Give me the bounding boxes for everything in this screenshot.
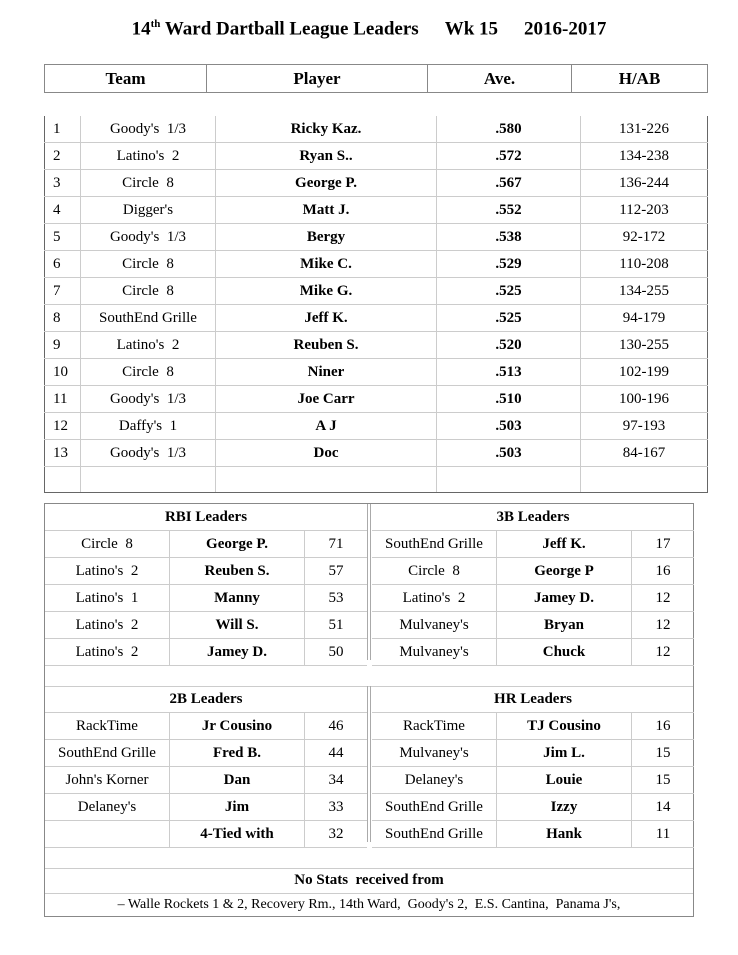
doubles-row bbox=[45, 713, 367, 740]
leader-row bbox=[45, 332, 708, 359]
rbi-n-cell: 53 bbox=[305, 585, 368, 612]
homers-team-cell: SouthEnd Grille bbox=[372, 794, 497, 821]
leader-row bbox=[45, 440, 708, 467]
team-cell: Circle 8 bbox=[81, 251, 216, 278]
triples-team-cell: Mulvaney's bbox=[372, 639, 497, 666]
triples-row bbox=[372, 585, 694, 612]
hab-cell: 134-255 bbox=[581, 278, 708, 305]
team-cell: Circle 8 bbox=[81, 278, 216, 305]
triples-team-cell: Circle 8 bbox=[372, 558, 497, 585]
average-cell: .525 bbox=[437, 278, 581, 305]
leader-row bbox=[45, 143, 708, 170]
average-cell: .525 bbox=[437, 305, 581, 332]
rbi-row bbox=[45, 531, 367, 558]
homers-title: HR Leaders bbox=[372, 686, 694, 713]
hab-cell: 102-199 bbox=[581, 359, 708, 386]
leader-row bbox=[45, 116, 708, 143]
page-title bbox=[0, 18, 738, 40]
hab-cell: 130-255 bbox=[581, 332, 708, 359]
hab-cell bbox=[581, 467, 708, 493]
triples-n-cell: 12 bbox=[632, 612, 695, 639]
leader-row bbox=[45, 413, 708, 440]
doubles-title: 2B Leaders bbox=[45, 686, 367, 713]
section-divider bbox=[45, 893, 693, 894]
team-cell: Daffy's 1 bbox=[81, 413, 216, 440]
homers-leaders-table bbox=[372, 686, 694, 848]
triples-team-cell: Mulvaney's bbox=[372, 612, 497, 639]
team-cell: Goody's 1/3 bbox=[81, 386, 216, 413]
average-cell: .510 bbox=[437, 386, 581, 413]
homers-team-cell: Delaney's bbox=[372, 767, 497, 794]
col-player-header: Player bbox=[207, 65, 428, 93]
hab-cell: 100-196 bbox=[581, 386, 708, 413]
player-cell: Bergy bbox=[216, 224, 437, 251]
doubles-row bbox=[45, 767, 367, 794]
rank-cell: 5 bbox=[45, 224, 81, 251]
triples-n-cell: 12 bbox=[632, 639, 695, 666]
average-cell: .580 bbox=[437, 116, 581, 143]
doubles-n-cell: 32 bbox=[305, 821, 368, 848]
homers-team-cell: Mulvaney's bbox=[372, 740, 497, 767]
rbi-player-cell: Manny bbox=[170, 585, 305, 612]
rbi-team-cell: Latino's 2 bbox=[45, 639, 170, 666]
homers-n-cell: 14 bbox=[632, 794, 695, 821]
doubles-n-cell: 33 bbox=[305, 794, 368, 821]
triples-row bbox=[372, 639, 694, 666]
homers-n-cell: 11 bbox=[632, 821, 695, 848]
empty-row bbox=[45, 467, 708, 493]
homers-row bbox=[372, 740, 694, 767]
rbi-team-cell: Latino's 1 bbox=[45, 585, 170, 612]
rank-cell: 7 bbox=[45, 278, 81, 305]
homers-n-cell: 15 bbox=[632, 767, 695, 794]
triples-n-cell: 17 bbox=[632, 531, 695, 558]
homers-player-cell: Louie bbox=[497, 767, 632, 794]
rank-cell: 10 bbox=[45, 359, 81, 386]
hab-cell: 112-203 bbox=[581, 197, 708, 224]
triples-n-cell: 16 bbox=[632, 558, 695, 585]
rbi-player-cell: Reuben S. bbox=[170, 558, 305, 585]
homers-player-cell: Hank bbox=[497, 821, 632, 848]
rank-cell: 4 bbox=[45, 197, 81, 224]
rank-cell: 3 bbox=[45, 170, 81, 197]
col-hab-header: H/AB bbox=[572, 65, 708, 93]
hab-cell: 97-193 bbox=[581, 413, 708, 440]
column-divider bbox=[367, 686, 371, 842]
rank-cell: 13 bbox=[45, 440, 81, 467]
rbi-team-cell: Circle 8 bbox=[45, 531, 170, 558]
doubles-team-cell: RackTime bbox=[45, 713, 170, 740]
rbi-player-cell: George P. bbox=[170, 531, 305, 558]
homers-player-cell: Izzy bbox=[497, 794, 632, 821]
homers-n-cell: 16 bbox=[632, 713, 695, 740]
col-team-header: Team bbox=[105, 68, 146, 88]
doubles-row bbox=[45, 821, 367, 848]
player-cell: George P. bbox=[216, 170, 437, 197]
rank-cell: 11 bbox=[45, 386, 81, 413]
team-cell bbox=[81, 467, 216, 493]
hab-cell: 84-167 bbox=[581, 440, 708, 467]
player-cell: Jeff K. bbox=[216, 305, 437, 332]
rbi-n-cell: 50 bbox=[305, 639, 368, 666]
rank-cell: 9 bbox=[45, 332, 81, 359]
average-cell bbox=[437, 467, 581, 493]
average-cell: .520 bbox=[437, 332, 581, 359]
triples-player-cell: George P bbox=[497, 558, 632, 585]
doubles-leaders-table bbox=[45, 686, 367, 848]
doubles-n-cell: 34 bbox=[305, 767, 368, 794]
rbi-row bbox=[45, 612, 367, 639]
player-cell: Reuben S. bbox=[216, 332, 437, 359]
hab-cell: 134-238 bbox=[581, 143, 708, 170]
triples-player-cell: Bryan bbox=[497, 612, 632, 639]
triples-row bbox=[372, 558, 694, 585]
player-cell: Niner bbox=[216, 359, 437, 386]
rbi-n-cell: 71 bbox=[305, 531, 368, 558]
rbi-n-cell: 57 bbox=[305, 558, 368, 585]
team-cell: Circle 8 bbox=[81, 170, 216, 197]
no-stats-title: No Stats received from bbox=[294, 872, 444, 888]
doubles-team-cell: John's Korner bbox=[45, 767, 170, 794]
leader-row bbox=[45, 197, 708, 224]
title-ward-number: 14 bbox=[131, 18, 151, 40]
rank-cell: 8 bbox=[45, 305, 81, 332]
average-cell: .572 bbox=[437, 143, 581, 170]
average-cell: .567 bbox=[437, 170, 581, 197]
category-leaders-section bbox=[44, 503, 694, 917]
rank-cell: 1 bbox=[45, 116, 81, 143]
rbi-player-cell: Will S. bbox=[170, 612, 305, 639]
team-cell: Circle 8 bbox=[81, 359, 216, 386]
homers-player-cell: Jim L. bbox=[497, 740, 632, 767]
triples-player-cell: Jamey D. bbox=[497, 585, 632, 612]
leader-row bbox=[45, 386, 708, 413]
homers-team-cell: RackTime bbox=[372, 713, 497, 740]
batting-leaders-table bbox=[44, 116, 708, 493]
doubles-player-cell: Dan bbox=[170, 767, 305, 794]
title-text: Ward Dartball League Leaders bbox=[160, 18, 419, 40]
player-cell bbox=[216, 467, 437, 493]
rbi-row bbox=[45, 639, 367, 666]
player-cell: Mike G. bbox=[216, 278, 437, 305]
leader-row bbox=[45, 305, 708, 332]
doubles-player-cell: Fred B. bbox=[170, 740, 305, 767]
column-header-row bbox=[44, 64, 708, 93]
doubles-team-cell: Delaney's bbox=[45, 794, 170, 821]
section-divider bbox=[45, 868, 693, 869]
title-season: 2016-2017 bbox=[524, 18, 607, 40]
rank-cell: 2 bbox=[45, 143, 81, 170]
doubles-player-cell: Jr Cousino bbox=[170, 713, 305, 740]
homers-row bbox=[372, 767, 694, 794]
leader-row bbox=[45, 170, 708, 197]
team-cell: Goody's 1/3 bbox=[81, 224, 216, 251]
rbi-player-cell: Jamey D. bbox=[170, 639, 305, 666]
average-cell: .538 bbox=[437, 224, 581, 251]
rank-cell: 12 bbox=[45, 413, 81, 440]
team-cell: SouthEnd Grille bbox=[81, 305, 216, 332]
average-cell: .503 bbox=[437, 413, 581, 440]
homers-n-cell: 15 bbox=[632, 740, 695, 767]
rank-cell: 6 bbox=[45, 251, 81, 278]
hab-cell: 94-179 bbox=[581, 305, 708, 332]
triples-team-cell: SouthEnd Grille bbox=[372, 531, 497, 558]
homers-row bbox=[372, 821, 694, 848]
triples-title: 3B Leaders bbox=[372, 504, 694, 531]
doubles-team-cell: SouthEnd Grille bbox=[45, 740, 170, 767]
rank-cell bbox=[45, 467, 81, 493]
team-cell: Goody's 1/3 bbox=[81, 116, 216, 143]
leader-row bbox=[45, 251, 708, 278]
homers-row bbox=[372, 713, 694, 740]
hab-cell: 131-226 bbox=[581, 116, 708, 143]
column-divider bbox=[367, 504, 371, 660]
player-cell: A J bbox=[216, 413, 437, 440]
doubles-team-cell bbox=[45, 821, 170, 848]
rbi-team-cell: Latino's 2 bbox=[45, 612, 170, 639]
player-cell: Matt J. bbox=[216, 197, 437, 224]
team-cell: Latino's 2 bbox=[81, 143, 216, 170]
triples-player-cell: Chuck bbox=[497, 639, 632, 666]
rbi-team-cell: Latino's 2 bbox=[45, 558, 170, 585]
doubles-row bbox=[45, 794, 367, 821]
homers-row bbox=[372, 794, 694, 821]
title-ordinal-suffix: th bbox=[150, 18, 161, 30]
average-cell: .503 bbox=[437, 440, 581, 467]
leader-row bbox=[45, 278, 708, 305]
player-cell: Mike C. bbox=[216, 251, 437, 278]
player-cell: Ricky Kaz. bbox=[216, 116, 437, 143]
team-cell: Digger's bbox=[81, 197, 216, 224]
rbi-leaders-table bbox=[45, 504, 367, 666]
homers-player-cell: TJ Cousino bbox=[497, 713, 632, 740]
hab-cell: 92-172 bbox=[581, 224, 708, 251]
rbi-row bbox=[45, 558, 367, 585]
title-week: Wk 15 bbox=[444, 18, 499, 40]
doubles-n-cell: 44 bbox=[305, 740, 368, 767]
team-cell: Latino's 2 bbox=[81, 332, 216, 359]
rbi-n-cell: 51 bbox=[305, 612, 368, 639]
triples-row bbox=[372, 531, 694, 558]
triples-row bbox=[372, 612, 694, 639]
triples-team-cell: Latino's 2 bbox=[372, 585, 497, 612]
triples-n-cell: 12 bbox=[632, 585, 695, 612]
doubles-row bbox=[45, 740, 367, 767]
average-cell: .529 bbox=[437, 251, 581, 278]
hab-cell: 136-244 bbox=[581, 170, 708, 197]
rbi-title: RBI Leaders bbox=[45, 504, 367, 531]
team-cell: Goody's 1/3 bbox=[81, 440, 216, 467]
triples-leaders-table bbox=[372, 504, 694, 666]
homers-team-cell: SouthEnd Grille bbox=[372, 821, 497, 848]
col-average-header: Ave. bbox=[428, 65, 572, 93]
hab-cell: 110-208 bbox=[581, 251, 708, 278]
player-cell: Ryan S.. bbox=[216, 143, 437, 170]
triples-player-cell: Jeff K. bbox=[497, 531, 632, 558]
player-cell: Doc bbox=[216, 440, 437, 467]
doubles-player-cell: Jim bbox=[170, 794, 305, 821]
doubles-n-cell: 46 bbox=[305, 713, 368, 740]
average-cell: .552 bbox=[437, 197, 581, 224]
player-cell: Joe Carr bbox=[216, 386, 437, 413]
average-cell: .513 bbox=[437, 359, 581, 386]
doubles-player-cell: 4-Tied with bbox=[170, 821, 305, 848]
rbi-row bbox=[45, 585, 367, 612]
leader-row bbox=[45, 359, 708, 386]
no-stats-team-list: – Walle Rockets 1 & 2, Recovery Rm., 14th Ward, Goody's 2, E.S. Cantina, Panama J's, bbox=[117, 897, 621, 912]
leader-row bbox=[45, 224, 708, 251]
